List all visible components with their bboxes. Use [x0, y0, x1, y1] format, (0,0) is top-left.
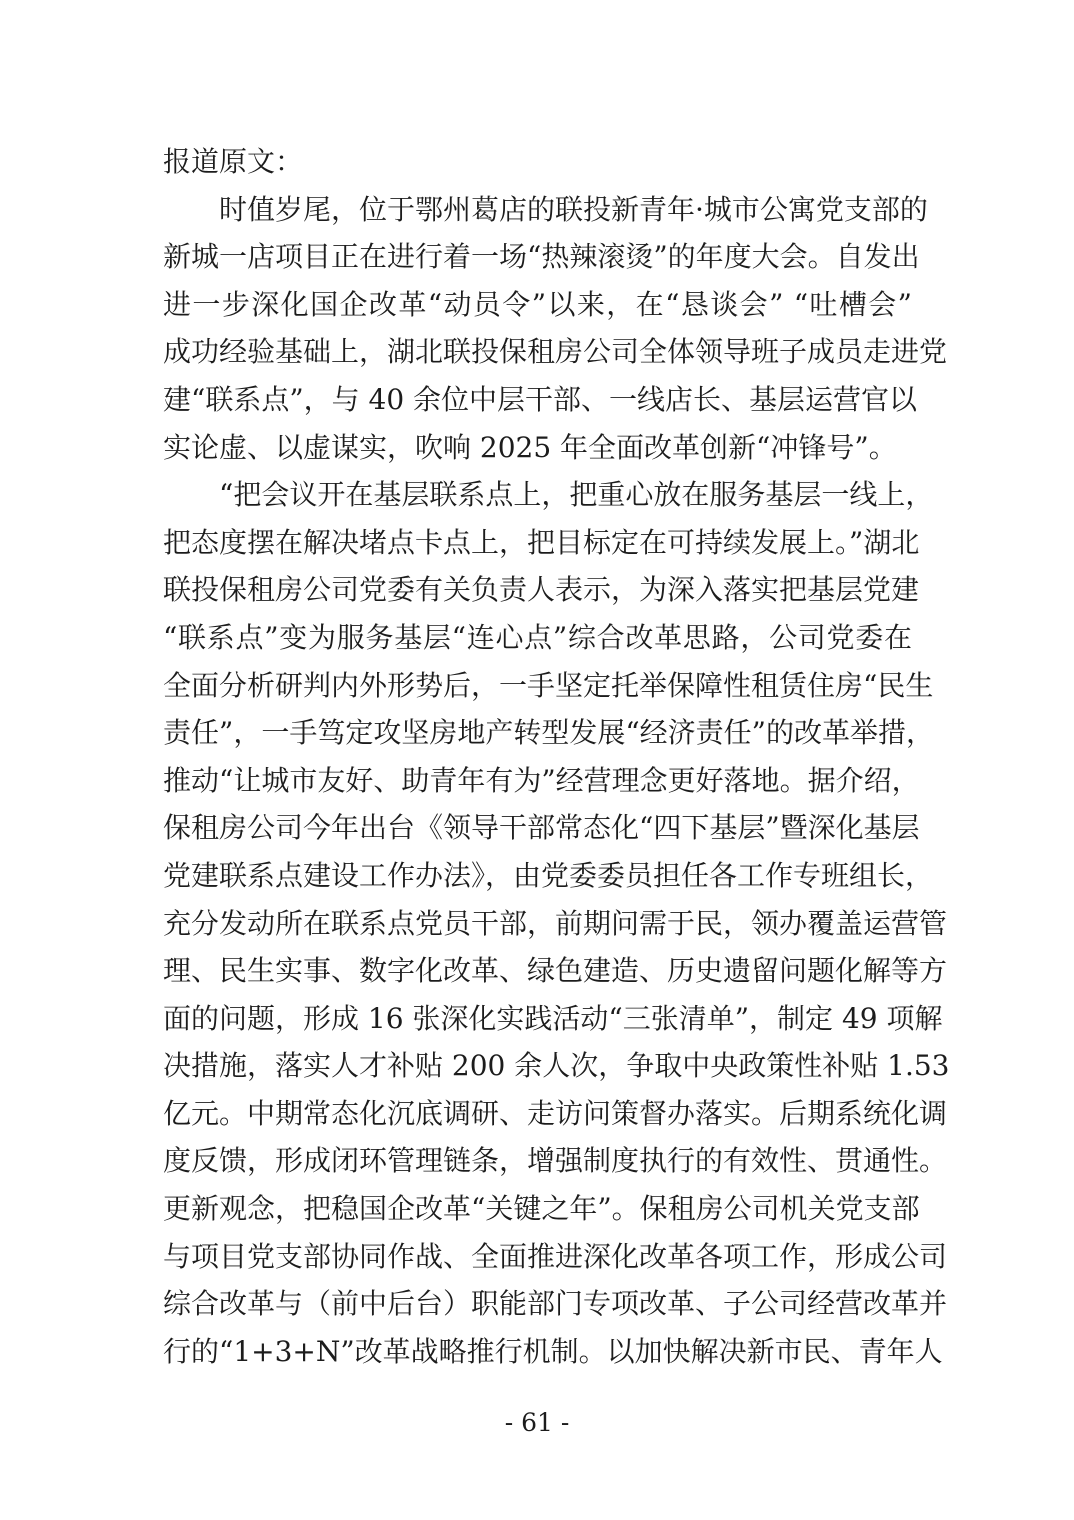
text-line: 与项目党支部协同作战、全面推进深化改革各项工作，形成公司 [163, 1239, 948, 1273]
text-line: 保租房公司今年出台《领导干部常态化“四下基层”暨深化基层 [163, 811, 920, 845]
text-line: 实论虚、以虚谋实，吹响 2025 年全面改革创新“冲锋号”。 [163, 430, 897, 464]
text-line: “把会议开在基层联系点上，把重心放在服务基层一线上， [219, 478, 934, 512]
text-line: 全面分析研判内外形势后，一手坚定托举保障性租赁住房“民生 [163, 668, 934, 702]
text-line: 责任”，一手笃定攻坚房地产转型发展“经济责任”的改革举措， [163, 716, 934, 750]
text-line: 理、民生实事、数字化改革、绿色建造、历史遗留问题化解等方 [163, 954, 948, 988]
text-line: “联系点”变为服务基层“连心点”综合改革思路，公司党委在 [163, 620, 912, 654]
text-line: 度反馈，形成闭环管理链条，增强制度执行的有效性、贯通性。 [163, 1144, 948, 1178]
article-body [163, 138, 950, 1375]
text-line: 把态度摆在解决堵点卡点上，把目标定在可持续发展上。”湖北 [163, 525, 920, 559]
text-line: 决措施，落实人才补贴 200 余人次，争取中央政策性补贴 1.53 [163, 1049, 950, 1083]
text-line: 新城一店项目正在进行着一场“热辣滚烫”的年度大会。自发出 [163, 240, 920, 274]
text-line: 充分发动所在联系点党员干部，前期问需于民，领办覆盖运营管 [163, 906, 948, 940]
text-line: 成功经验基础上，湖北联投保租房公司全体领导班子成员走进党 [163, 335, 948, 369]
text-line: 行的“1+3+N”改革战略推行机制。以加快解决新市民、青年人 [163, 1334, 943, 1368]
text-line: 时值岁尾，位于鄂州葛店的联投新青年·城市公寓党支部的 [219, 192, 928, 226]
text-line: 亿元。中期常态化沉底调研、走访问策督办落实。后期系统化调 [163, 1096, 948, 1130]
page-number: - 61 - [504, 1408, 570, 1437]
text-line: 进一步深化国企改革“动员令”以来，在“恳谈会” “吐槽会” [163, 287, 912, 321]
text-line: 综合改革与（前中后台）职能部门专项改革、子公司经营改革并 [163, 1287, 948, 1321]
text-line: 更新观念，把稳国企改革“关键之年”。保租房公司机关党支部 [163, 1192, 920, 1226]
text-line: 联投保租房公司党委有关负责人表示，为深入落实把基层党建 [163, 573, 920, 607]
text-line: 党建联系点建设工作办法》，由党委委员担任各工作专班组长， [163, 858, 934, 892]
text-line: 面的问题，形成 16 张深化实践活动“三张清单”，制定 49 项解 [163, 1001, 943, 1035]
text-line: 建“联系点”，与 40 余位中层干部、一线店长、基层运营官以 [163, 382, 918, 416]
text-line: 报道原文： [163, 145, 304, 178]
text-line: 推动“让城市友好、助青年有为”经营理念更好落地。据介绍， [163, 763, 920, 797]
